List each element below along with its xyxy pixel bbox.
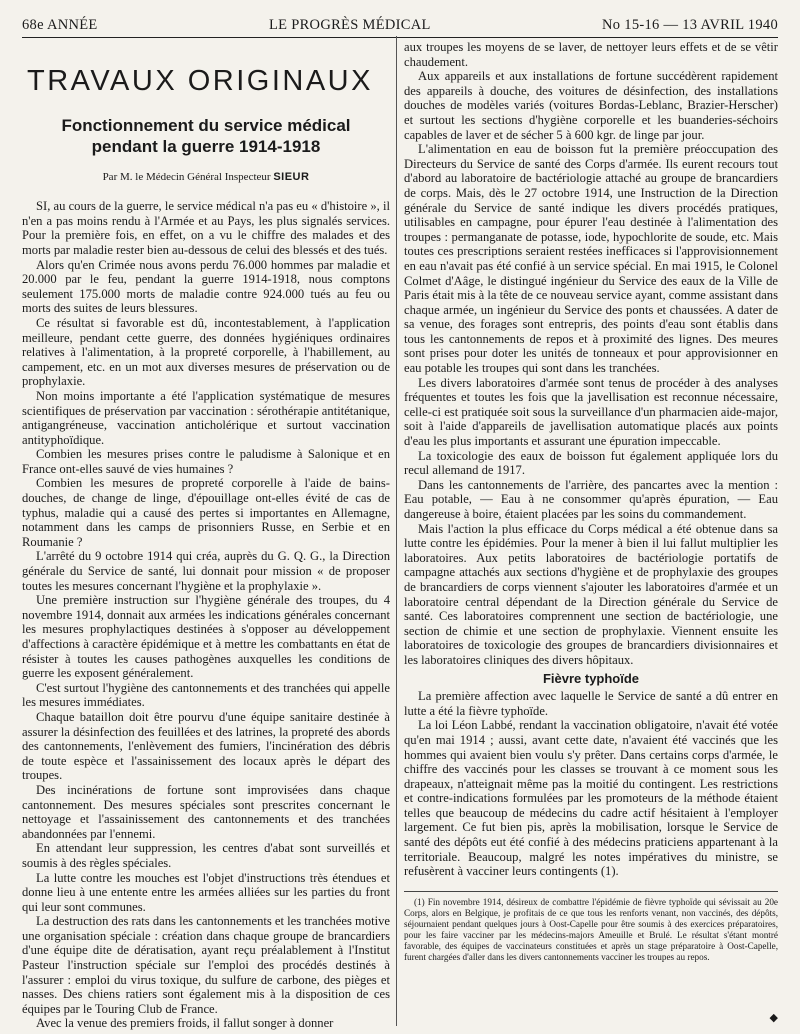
paragraph: L'alimentation en eau de boisson fut la première préoccupation des Directeurs du Service de santé des Corps d'armée. Ils eurent recours tout d'abord au laboratoire de bactériologie attaché au groupe de brancardiers de corps. Mais, dès le 27 octobre 1914, une Instruction de la Direction générale du Service de santé indique les divers procédés pratiques, utilisables en campagne, pour épurer l'eau destinée à l'alimentation des troupes : permanganate de potasse, iode, hypochlorite de soude, etc. Mais toutes ces prescriptions seraient restées inefficaces si l'approvisionnement en eau n'avait pas été confié à un service spécial. En mai 1915, le Colonel Colmet d'Aâge, le distingué ingénieur du Service des eaux de la Ville de Paris était mis à la tête de ce nouveau service ayant, comme assistant dans chaque armée, un ingénieur du Service des ponts et chaussées. A dater de sa venue, des forages sont entrepris, des points d'eau sont établis dans tous les cantonnements de repos et à proximité des lignes. Des meures sont prises pour doter les unités de tonneaux et pour approvisionner en eau potable les troupes qui sont dans les tranchées. <box>404 142 778 376</box>
section-title: TRAVAUX ORIGINAUX <box>27 65 373 97</box>
paragraph: Dans les cantonnements de l'arrière, des pancartes avec la mention : Eau potable, — Eau à ne consommer qu'après épuration, — Eau dangereuse à boire, étaient placées par les soins du commandement. <box>404 477 778 521</box>
column-divider <box>396 36 397 1026</box>
paragraph: La loi Léon Labbé, rendant la vaccination obligatoire, n'avait été votée qu'en mai 1914 ; aussi, avant cette date, n'avaient été vaccinés que les hommes qui avaient bien voulu s'y prêter. Dans certains corps d'armée, le chiffre des vaccinés pour les classes se trouvant à ce moment sous les drapeaux, n'atteignait même pas la moitié du contingent. Les restrictions et contre-indications formulées par les promoteurs de la méthode étaient telles que beaucoup de médecins du cadre actif hésitaient à l'employer largement. Ce fut bien pis, après la mobilisation, lorsque le Service de santé des dépôts eut été confié à des médecins praticiens appartenant à la territoriale. Beaucoup, malgré les notes impératives du ministre, se refusèrent à vacciner leurs contingents (1). <box>404 718 778 879</box>
paragraph: SI, au cours de la guerre, le service médical n'a pas eu « d'histoire », il n'en a pas moins rendu à l'Armée et au Pays, les plus signalés services. Pour la première fois, en effet, on a vu le chiffre des malades et des morts par maladie rester bien au-dessous de celui des blessés et des tués. <box>22 199 390 257</box>
paragraph: Chaque bataillon doit être pourvu d'une équipe sanitaire destinée à assurer la désinfection des feuillées et des latrines, la propreté des abords des cantonnements, l'enlèvement des fumiers, l'incinération des débris de toute espèce et l'assainissement des locaux après le départ des troupes. <box>22 709 390 783</box>
paragraph: Les divers laboratoires d'armée sont tenus de procéder à des analyses fréquentes et toutes les fois que la javellisation est reconnue nécessaire, celle-ci est pratiquée soit sous la surveillance d'un pharmacien aide-major, soit à l'aide d'appareils de javellisation automatique placés aux points d'eau les plus importants et assurant une épuration impeccable. <box>404 375 778 449</box>
byline <box>22 170 390 185</box>
article-title-line1: Fonctionnement du service médical <box>61 115 351 135</box>
left-column <box>22 44 390 1031</box>
paragraph: Avec la venue des premiers froids, il fallut songer à donner <box>36 1016 334 1031</box>
paragraph: aux troupes les moyens de se laver, de nettoyer leurs effets et de se vêtir chaudement. <box>404 40 778 69</box>
paragraph: Non moins importante a été l'application systématique de mesures scientifiques de préservation par vaccination : sérothérapie antitétanique, antigangréneuse, vaccination anticholérique et surtout vaccination antityphoïdique. <box>22 388 390 447</box>
paragraph: La toxicologie des eaux de boisson fut également appliquée lors du recul allemand de 1917. <box>404 448 778 478</box>
article-title <box>22 115 390 157</box>
paragraph: La première affection avec laquelle le Service de santé a dû entrer en lutte a été la fièvre typhoïde. <box>404 689 778 718</box>
paragraph: Aux appareils et aux installations de fortune succédèrent rapidement des appareils à douche, des voitures de désinfection, des installations douches de modèles variés (voitures Bordas-Leblanc, Brazier-Herscher) et surtout les sections d'hygiène corporelle et les buanderies-séchoirs capables de laver et de sécher 5 à 600 kgr. de linge par jour. <box>404 69 778 142</box>
right-column <box>404 40 778 963</box>
paragraph: Une première instruction sur l'hygiène générale des troupes, du 4 novembre 1914, donnait aux armées les indications générales concernant les mesures prophylactiques destinées à s'opposer au développement d'affections à caractère épidémique et à mettre les combattants en état de résister à toutes les causes pathogènes auxquelles les conditions de guerre les exposent généralement. <box>22 593 390 681</box>
footnote <box>404 891 778 963</box>
paragraph: L'arrêté du 9 octobre 1914 qui créa, auprès du G. Q. G., la Direction générale du Service de santé, lui donnait pour mission « de proposer toutes les mesures concernant l'hygiène et la prophylaxie ». <box>22 549 390 593</box>
left-body <box>22 199 390 1031</box>
subheading-fievre-typhoide: Fièvre typhoïde <box>542 670 640 686</box>
byline-prefix: Par M. le Médecin Général Inspecteur <box>102 170 271 183</box>
header-year: 68e ANNÉE <box>22 17 98 33</box>
ornament-mark: ◆ <box>769 1012 778 1024</box>
issue-date: No 15-16 — 13 AVRIL 1940 <box>602 17 778 33</box>
paragraph: La destruction des rats dans les cantonnements et les tranchées motive une organisation spéciale : création dans chaque groupe de brancardiers d'une équipe dite de dératisation, ayant reçu préalablement à l'Institut Pasteur l'instruction spéciale sur l'emploi des procédés destinés à l'assurer : emploi du virus toxique, du sulfure de carbone, des pièges et nasses. Des chiens ratiers sont également mis à la disposition de ces équipes par le Touring Club de France. <box>22 914 390 1016</box>
running-header <box>22 4 778 38</box>
paragraph: En attendant leur suppression, les centres d'abat sont surveillés et soumis à des règles spéciales. <box>22 841 390 870</box>
paragraph: La lutte contre les mouches est l'objet d'instructions très étendues et donne lieu à une entente entre les armées alliées sur les parties du front qui leur sont communes. <box>22 870 390 914</box>
article-title-line2: pendant la guerre 1914-1918 <box>91 136 321 156</box>
right-body-b <box>404 689 778 879</box>
journal-name: LE PROGRÈS MÉDICAL <box>268 17 431 33</box>
paragraph: Mais l'action la plus efficace du Corps médical a été obtenue dans sa lutte contre les épidémies. Pour la mener à bien il lui fallut multiplier les laboratoires. Aux petits laboratoires de bactériologie portatifs de campagne attachés aux sections d'hygiène et de prophylaxie des groupes de brancardiers de corps viennent s'ajouter les laboratoires d'armée et un laboratoire central dépendant de la Direction générale du Service de santé. Ces laboratoires comprennent une section de bactériologie, une section de chimie et une section de prophylaxie. Viennent ensuite les laboratoires de toxicologie des groupes de brancardiers divisionnaires et les laboratoires cliniques des divers hôpitaux. <box>404 521 778 667</box>
paragraph: Combien les mesures de propreté corporelle à l'aide de bains-douches, de change de linge, d'épouillage ont-elles évité de cas de typhus, maladie qui a causé des pertes si importantes en Allemagne, notamment dans les camps de prisonniers Russe, en Serbie et en Roumanie ? <box>22 476 390 549</box>
paragraph: Combien les mesures prises contre le paludisme à Salonique et en France ont-elles sauvé de vies humaines ? <box>22 447 390 476</box>
byline-author: SIEUR <box>273 170 310 183</box>
right-body-a <box>404 40 778 668</box>
paragraph: Ce résultat si favorable est dû, incontestablement, à l'application meilleure, pendant cette guerre, des données hygiéniques ordinaires relatives à l'alimentation, à la propreté corporelle, à l'habillement, au campement, etc. en un mot aux diverses mesures de préservation ou de prophylaxie. <box>22 315 390 389</box>
paragraph: Alors qu'en Crimée nous avons perdu 76.000 hommes par maladie et 20.000 par le feu, pendant la guerre 1914-1918, nous comptons seulement 175.000 morts de maladie contre 924.000 tués au feu ou morts des suites de leurs blessures. <box>22 257 390 316</box>
footnote-text: (1) Fin novembre 1914, désireux de combattre l'épidémie de fièvre typhoïde qui sévissait au 20e Corps, alors en Belgique, je profitais de ce que tous les renforts venant, non vaccinés, des dépôts, séjournaient pendant quelques jours à Oost-Capelle pour être soumis à des exercices préparatoires, pour les faire vacciner par les médecins-majors Ameuille et Brulé. Le résultat s'étant montré favorable, des équipes de vaccinateurs constituées et après un stage préparatoire à Oost-Capelle, furent chargées d'aller dans les divers cantonnements vacciner les troupes au repos. <box>404 896 778 962</box>
paragraph: Des incinérations de fortune sont improvisées dans chaque cantonnement. Des mesures spéciales sont prescrites concernant le nettoyage et l'assainissement des cantonnements et des tranchées abandonnées par l'ennemi. <box>22 782 390 841</box>
paragraph: C'est surtout l'hygiène des cantonnements et des tranchées qui appelle les mesures immédiates. <box>22 680 390 710</box>
